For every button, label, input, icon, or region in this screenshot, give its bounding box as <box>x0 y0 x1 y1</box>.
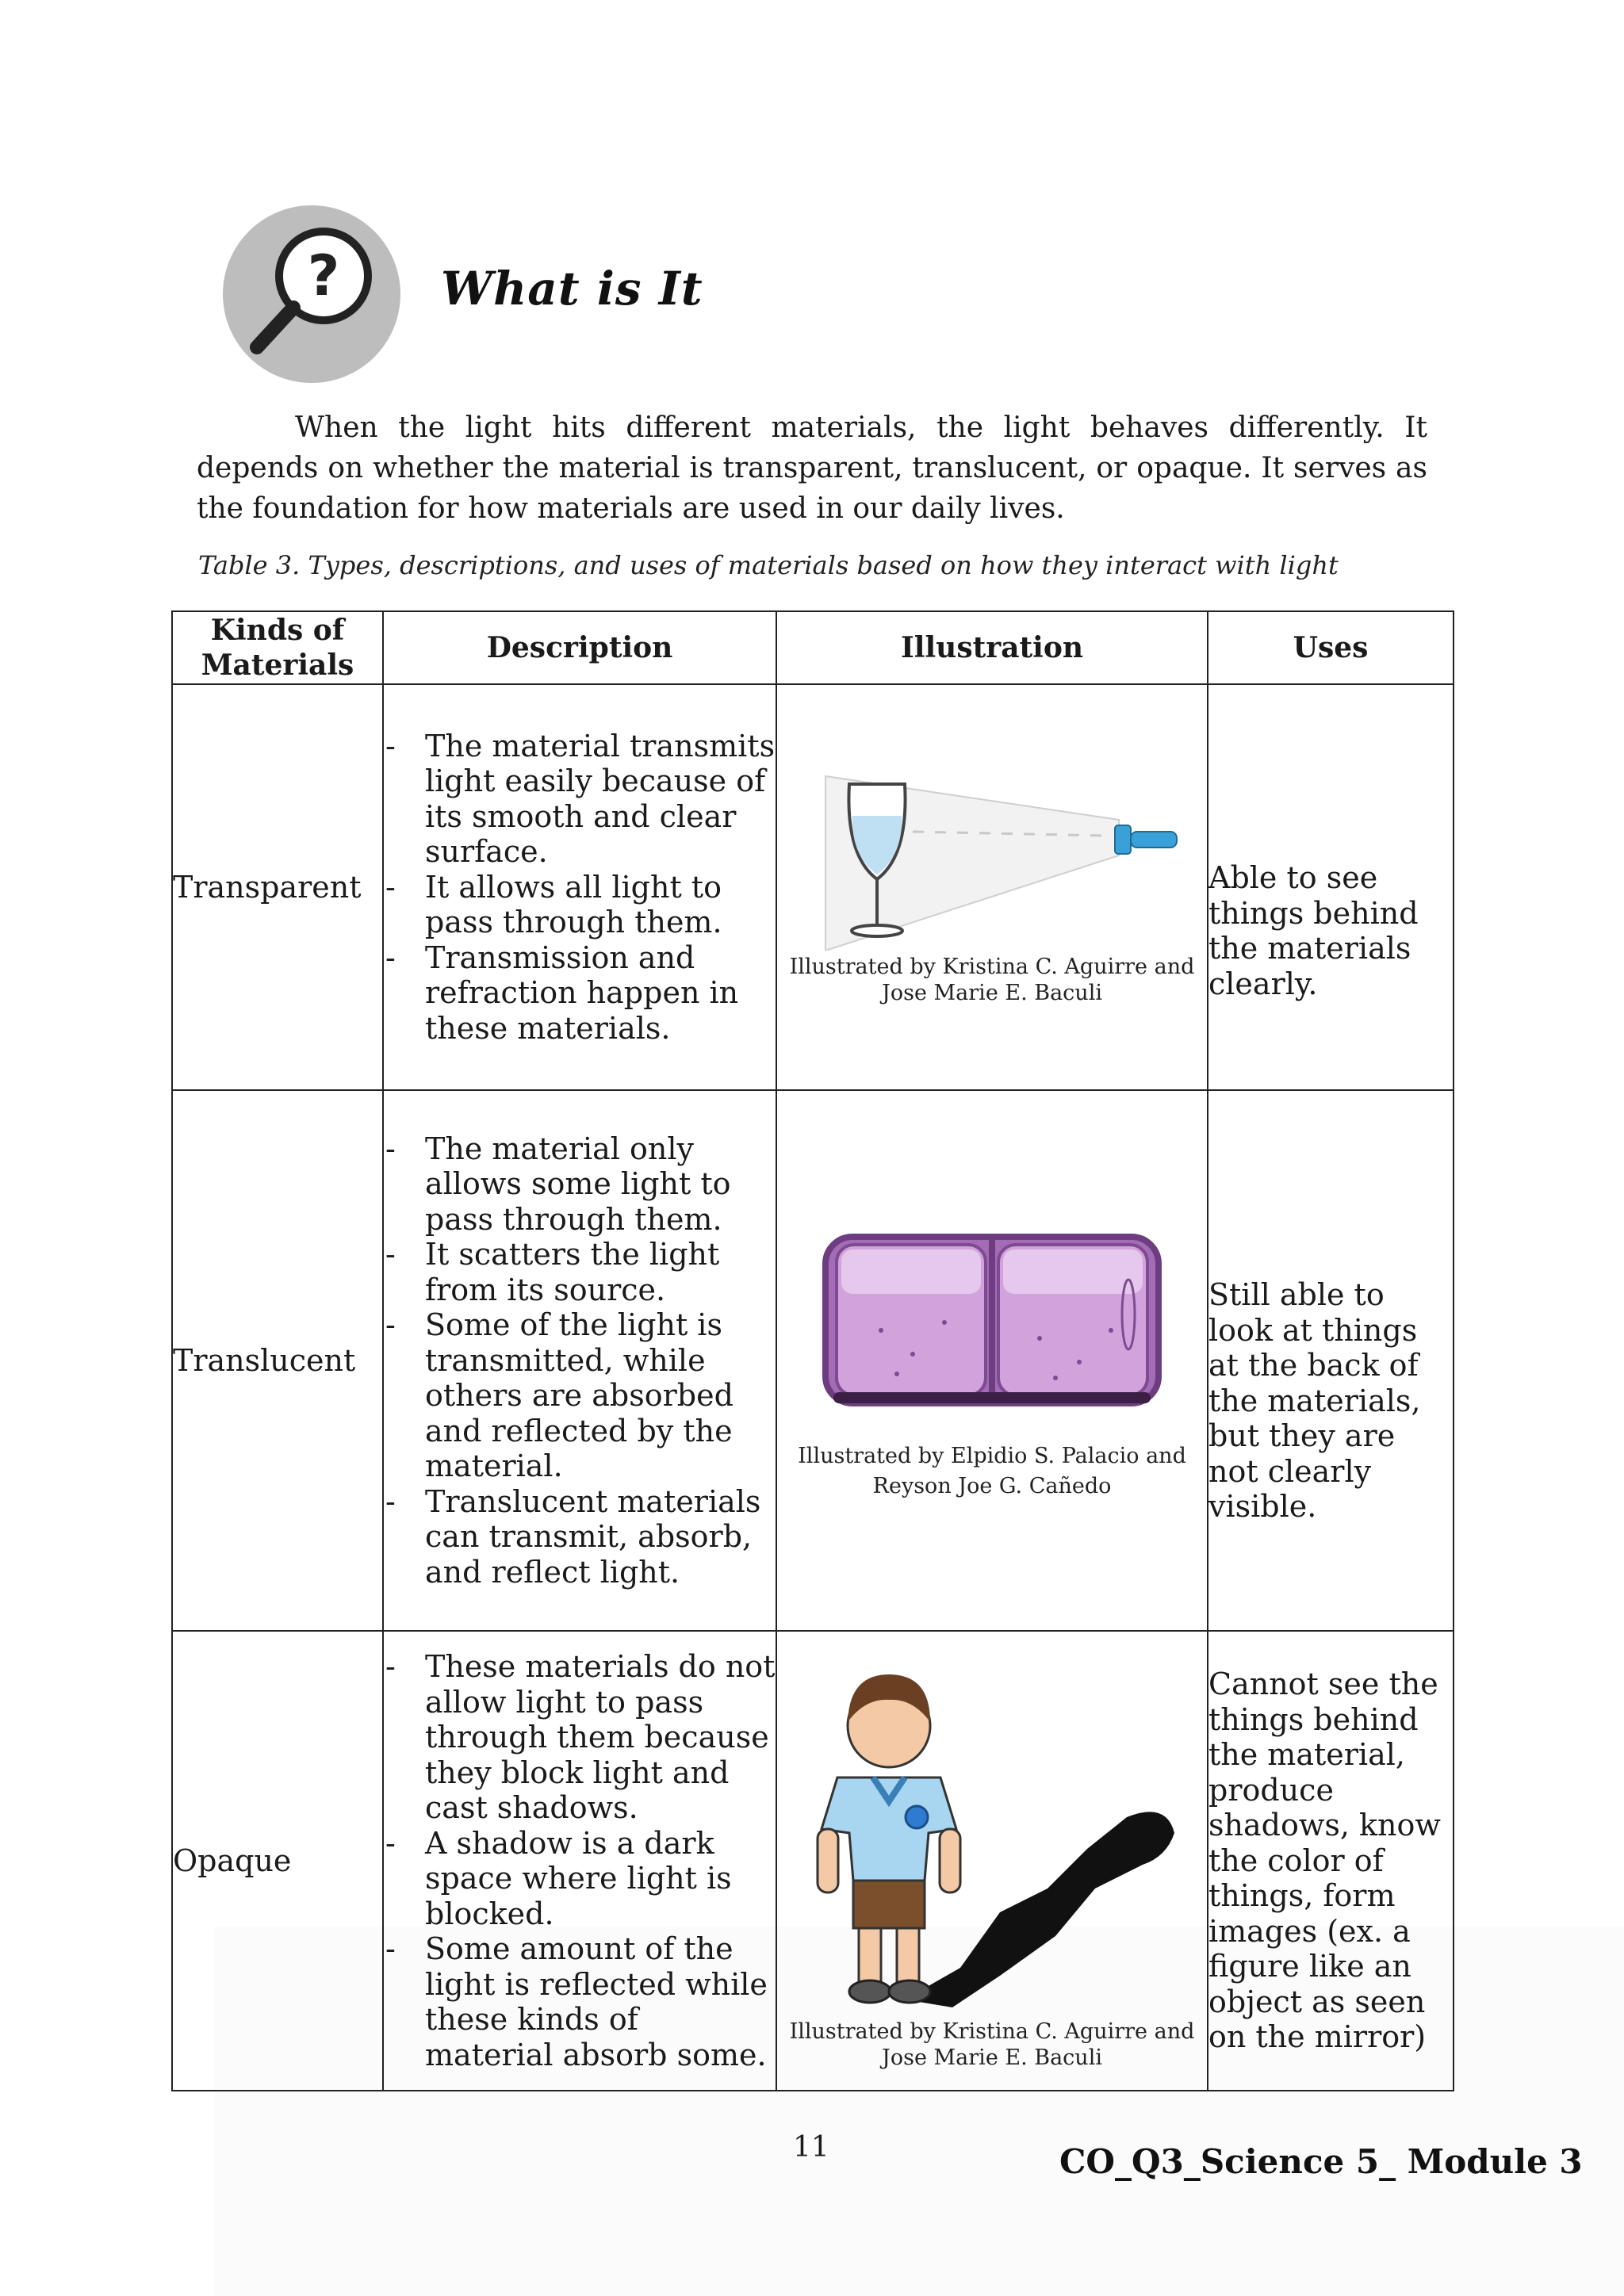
description-item: - Translucent materials can transmit, absorb, and reflect light. <box>384 1484 776 1590</box>
illustration-credit: Illustrated by Kristina C. Aguirre and Jose Marie E. Baculi <box>789 955 1195 1005</box>
table-caption: Table 3. Types, descriptions, and uses of materials based on how they interact with light <box>198 550 1339 580</box>
illustration-cell <box>776 1631 1208 2091</box>
table-header-row <box>172 611 1454 684</box>
header-description: Description <box>383 611 776 684</box>
kind-cell: Translucent <box>172 1090 383 1631</box>
page-number: 11 <box>793 2131 829 2164</box>
description-item: - It scatters the light from its source. <box>384 1237 776 1307</box>
svg-text:?: ? <box>307 243 340 308</box>
page-title: What is It <box>441 262 703 316</box>
kind-cell: Opaque <box>172 1631 383 2091</box>
description-item: - Some of the light is transmitted, while others are absorbed and reflected by the material. <box>384 1307 776 1484</box>
uses-cell: Still able to look at things at the back of the materials, but they are not clearly visible. <box>1208 1090 1454 1631</box>
description-item: - The material only allows some light to pass through them. <box>384 1131 776 1238</box>
description-item: - It allows all light to pass through them. <box>384 870 776 940</box>
module-code: CO_Q3_Science 5_ Module 3 <box>1059 2142 1583 2181</box>
description-item: - The material transmits light easily because of its smooth and clear surface. <box>384 729 776 870</box>
description-cell <box>383 684 776 1090</box>
description-item: - These materials do not allow light to pass through them because they block light and cast shadows. <box>384 1649 776 1826</box>
magnifier-question-icon <box>220 203 403 385</box>
description-cell <box>383 1090 776 1631</box>
boy-with-shadow-icon <box>794 1651 1190 2015</box>
wine-glass-flashlight-icon <box>802 768 1182 951</box>
uses-cell: Cannot see the things behind the material, produce shadows, know the color of things, form images (ex. a figure like an object as seen on the mirror) <box>1208 1631 1454 2091</box>
header-uses: Uses <box>1208 611 1454 684</box>
materials-table <box>171 610 1454 2091</box>
illustration-credit: Illustrated by Elpidio S. Palacio and Reyson Joe G. Cañedo <box>798 1444 1186 1498</box>
table-row-transparent <box>172 684 1454 1090</box>
kind-cell: Transparent <box>172 684 383 1090</box>
intro-paragraph: When the light hits different materials, the light behaves differently. It depends on whether the material is transparent, translucent, or opaque. It serves as the foundation for how materials are used in our daily lives. <box>197 411 1427 525</box>
description-item: - Some amount of the light is reflected while these kinds of material absorb some. <box>384 1931 776 2072</box>
illustration-cell <box>776 684 1208 1090</box>
purple-glass-container-icon <box>818 1227 1166 1418</box>
table-row-translucent <box>172 1090 1454 1631</box>
header-illustration: Illustration <box>776 611 1208 684</box>
uses-cell: Able to see things behind the materials clearly. <box>1208 684 1454 1090</box>
description-item: - A shadow is a dark space where light is blocked. <box>384 1826 776 1932</box>
header-kind: Kinds of Materials <box>172 611 383 684</box>
illustration-cell <box>776 1090 1208 1631</box>
table-row-opaque <box>172 1631 1454 2091</box>
description-item: - Transmission and refraction happen in these materials. <box>384 940 776 1047</box>
illustration-credit: Illustrated by Kristina C. Aguirre and Jose Marie E. Baculi <box>789 2019 1195 2070</box>
description-cell <box>383 1631 776 2091</box>
